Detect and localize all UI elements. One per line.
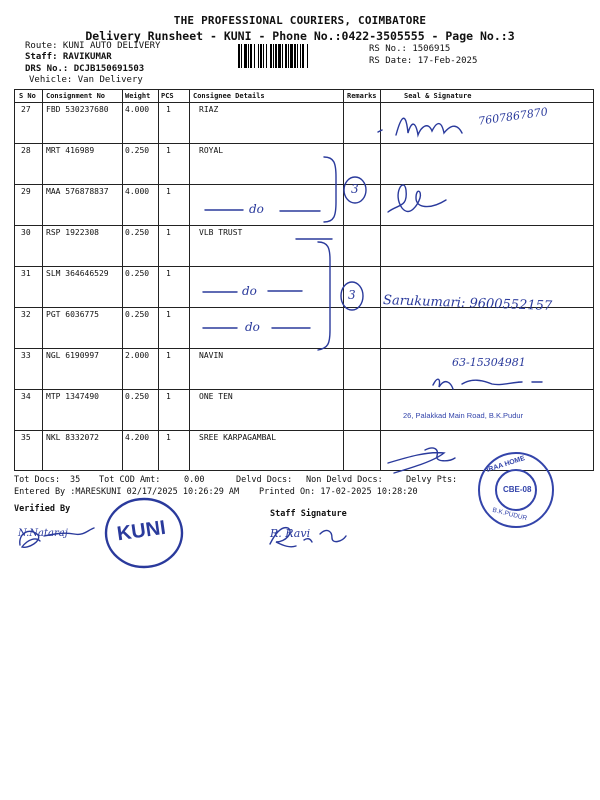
cell-consignment: PGT 6036775 xyxy=(46,310,99,319)
tot-cod-value: 0.00 xyxy=(184,475,205,485)
entered-by: Entered By :MARESKUNI 02/17/2025 10:26:29 AM xyxy=(14,487,240,497)
col-header-consignment: Consignment No xyxy=(46,92,106,100)
col-header-sno: S No xyxy=(19,92,36,100)
handwritten-phone-27: 7607867870 xyxy=(477,105,549,128)
stamp-address-line: 26, Palakkad Main Road, B.K.Pudur xyxy=(403,411,524,420)
handwritten-ditto: do xyxy=(245,320,260,334)
cell-pcs: 1 xyxy=(166,228,171,237)
cell-consignee: ROYAL xyxy=(199,146,224,155)
delvd-docs-label: Delvd Docs: xyxy=(236,475,293,485)
cell-sno: 31 xyxy=(21,269,31,278)
cell-consignee: NAVIN xyxy=(199,351,224,360)
iraa-stamp-bottom: B.K.PUDUR xyxy=(491,506,528,523)
cell-consignment: NKL 8332072 xyxy=(46,433,99,442)
cell-pcs: 1 xyxy=(166,187,171,196)
cell-consignee: ONE TEN xyxy=(199,392,233,401)
vehicle-text: Vehicle: Van Delivery xyxy=(29,75,143,85)
col-header-seal-signature: Seal & Signature xyxy=(404,92,472,100)
cell-sno: 29 xyxy=(21,187,31,196)
non-delvd-docs-label: Non Delvd Docs: xyxy=(306,475,383,485)
cell-weight: 0.250 xyxy=(125,228,150,237)
iraa-stamp-top: IRAA HOME xyxy=(485,455,526,474)
iraa-stamp-center: CBE-08 xyxy=(503,485,532,494)
verified-signature: N.Nataraj xyxy=(18,528,68,539)
cell-sno: 27 xyxy=(21,105,31,114)
cell-weight: 4.000 xyxy=(125,187,150,196)
bracket-rows-28-29 xyxy=(324,157,336,222)
cell-sno: 35 xyxy=(21,433,31,442)
handwritten-ditto: do xyxy=(249,202,264,216)
col-header-pcs: PCS xyxy=(161,92,174,100)
drs-number: DRS No.: DCJB150691503 xyxy=(25,64,145,74)
cell-consignment: FBD 530237680 xyxy=(46,105,109,114)
cell-consignment: NGL 6190997 xyxy=(46,351,99,360)
cell-pcs: 1 xyxy=(166,310,171,319)
cell-pcs: 1 xyxy=(166,351,171,360)
kuni-stamp-text: KUNI xyxy=(115,516,168,546)
cell-pcs: 1 xyxy=(166,105,171,114)
cell-weight: 0.250 xyxy=(125,310,150,319)
delvy-pts-label: Delvy Pts: xyxy=(406,475,458,485)
cell-weight: 2.000 xyxy=(125,351,150,360)
cell-weight: 0.250 xyxy=(125,146,150,155)
tot-docs-value: 35 xyxy=(70,475,81,485)
cell-sno: 28 xyxy=(21,146,31,155)
cell-pcs: 1 xyxy=(166,146,171,155)
bracket-rows-30-32 xyxy=(318,242,330,350)
cell-consignment: MAA 576878837 xyxy=(46,187,109,196)
cell-pcs: 1 xyxy=(166,433,171,442)
tot-docs-label: Tot Docs: xyxy=(14,475,61,485)
printed-on: Printed On: 17-02-2025 10:28:20 xyxy=(259,487,418,497)
col-header-consignee: Consignee Details xyxy=(193,92,265,100)
staff-text: Staff: RAVIKUMAR xyxy=(25,52,112,62)
cell-sno: 32 xyxy=(21,310,31,319)
cell-sno: 34 xyxy=(21,392,31,401)
tot-cod-label: Tot COD Amt: xyxy=(99,475,161,485)
staff-signature-label: Staff Signature xyxy=(270,509,347,519)
rs-date: RS Date: 17-Feb-2025 xyxy=(369,56,478,66)
cell-sno: 30 xyxy=(21,228,31,237)
cell-consignment: RSP 1922308 xyxy=(46,228,99,237)
runsheet-subtitle: Delivery Runsheet - KUNI - Phone No.:0422-3505555 - Page No.:3 xyxy=(85,29,515,43)
cell-weight: 4.000 xyxy=(125,105,150,114)
handwritten-remark-3: 3 xyxy=(348,288,356,302)
col-header-weight: Weight xyxy=(125,92,151,100)
cell-consignee: VLB TRUST xyxy=(199,228,243,237)
rs-number: RS No.: 1506915 xyxy=(369,44,451,54)
cell-weight: 0.250 xyxy=(125,392,150,401)
company-title: THE PROFESSIONAL COURIERS, COIMBATORE xyxy=(173,14,427,27)
handwritten-ditto: do xyxy=(242,284,257,298)
signature-row-33 xyxy=(433,379,542,389)
route-text: Route: KUNI AUTO DELIVERY xyxy=(25,41,161,51)
signature-row-27 xyxy=(378,118,462,135)
cell-pcs: 1 xyxy=(166,392,171,401)
signature-row-35 xyxy=(388,448,455,473)
handwritten-remark-3: 3 xyxy=(351,182,359,196)
cell-consignee: SREE KARPAGAMBAL xyxy=(199,433,277,442)
cell-consignment: MRT 416989 xyxy=(46,146,95,155)
col-header-remarks: Remarks xyxy=(347,92,377,100)
cell-pcs: 1 xyxy=(166,269,171,278)
cell-consignment: SLM 364646529 xyxy=(46,269,109,278)
signature-row-29 xyxy=(388,185,446,212)
cell-consignee: RIAZ xyxy=(199,105,219,114)
cell-weight: 4.200 xyxy=(125,433,150,442)
verified-by-label: Verified By xyxy=(14,504,71,514)
cell-weight: 0.250 xyxy=(125,269,150,278)
handwritten-name-phone: Sarukumari: 9600552157 xyxy=(382,293,553,314)
staff-signature: R. Ravi xyxy=(270,527,311,540)
cell-consignment: MTP 1347490 xyxy=(46,392,99,401)
handwritten-phone-33: 63-15304981 xyxy=(452,356,526,369)
cell-sno: 33 xyxy=(21,351,31,360)
